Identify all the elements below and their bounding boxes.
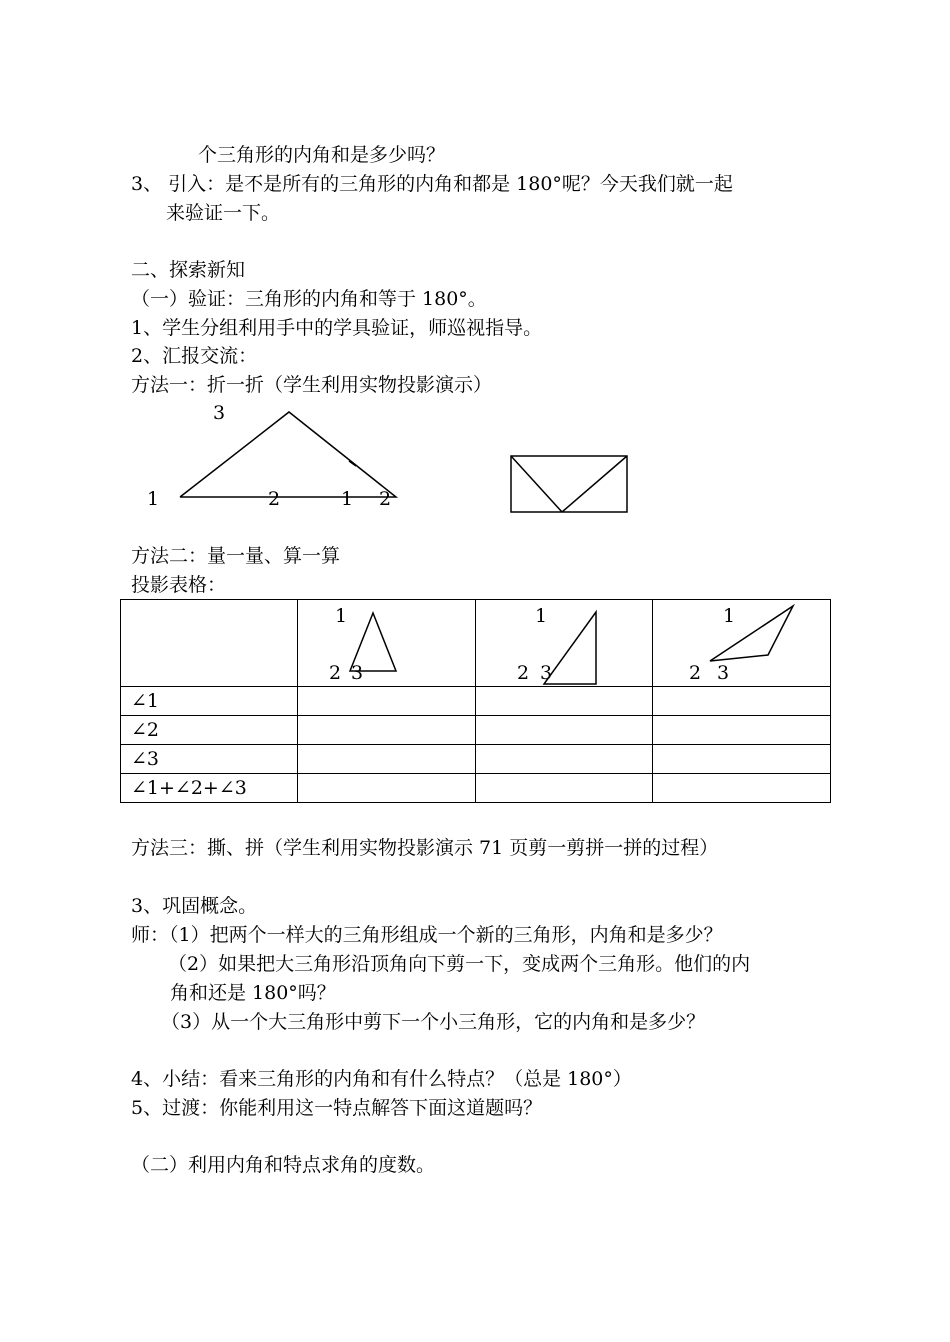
angle-label: 1 <box>535 605 548 627</box>
angle-label: 2 <box>689 662 702 684</box>
subsection-heading: （一）验证：三角形的内角和等于 180°。 <box>131 288 487 310</box>
table-row-label: ∠2 <box>121 716 298 745</box>
text-line: 角和还是 180°吗？ <box>170 982 336 1004</box>
angle-label: 3 <box>351 662 364 684</box>
angle-label: 2 <box>329 662 342 684</box>
text-line: 投影表格： <box>131 574 227 596</box>
angle-label: 2 <box>517 662 530 684</box>
text-line: 方法三：撕、拼（学生利用实物投影演示 71 页剪一剪拼一拼的过程） <box>131 837 719 859</box>
text-line: 来验证一下。 <box>166 202 281 224</box>
section-heading: 二、探索新知 <box>131 259 246 281</box>
table-row-label: ∠1+∠2+∠3 <box>121 774 298 803</box>
angle-label: 1 <box>147 488 160 510</box>
angle-label: 1 <box>335 605 348 627</box>
text-line: 4、小结：看来三角形的内角和有什么特点？（总是 180°） <box>131 1068 632 1090</box>
text-line: 3、 引入：是不是所有的三角形的内角和都是 180°呢？今天我们就一起 <box>131 173 733 195</box>
text-line: 2、汇报交流： <box>131 345 258 367</box>
text-line: 方法一：折一折（学生利用实物投影演示） <box>131 374 493 396</box>
text-line: 方法二：量一量、算一算 <box>131 545 341 567</box>
text-line: 1、学生分组利用手中的学具验证，师巡视指导。 <box>131 317 543 339</box>
angle-label: 1 <box>723 605 736 627</box>
text-line: （2）如果把大三角形沿顶角向下剪一下，变成两个三角形。他们的内 <box>168 953 751 975</box>
table-row-label: ∠3 <box>121 745 298 774</box>
angle-label: 2 <box>379 488 392 510</box>
angle-label: 3 <box>213 402 226 424</box>
text-line: 3、巩固概念。 <box>131 895 258 917</box>
angle-label: 1 <box>341 488 354 510</box>
text-line: 个三角形的内角和是多少吗？ <box>198 144 446 166</box>
text-line: 5、过渡：你能利用这一特点解答下面这道题吗？ <box>131 1097 543 1119</box>
table-row-label: ∠1 <box>121 687 298 716</box>
subsection-heading: （二）利用内角和特点求角的度数。 <box>131 1154 436 1176</box>
text-line: 师：（1）把两个一样大的三角形组成一个新的三角形，内角和是多少？ <box>131 924 723 946</box>
text-line: （3）从一个大三角形中剪下一个小三角形，它的内角和是多少？ <box>161 1011 706 1033</box>
angle-label: 3 <box>540 662 553 684</box>
angle-label: 2 <box>268 488 281 510</box>
angle-label: 3 <box>717 662 730 684</box>
